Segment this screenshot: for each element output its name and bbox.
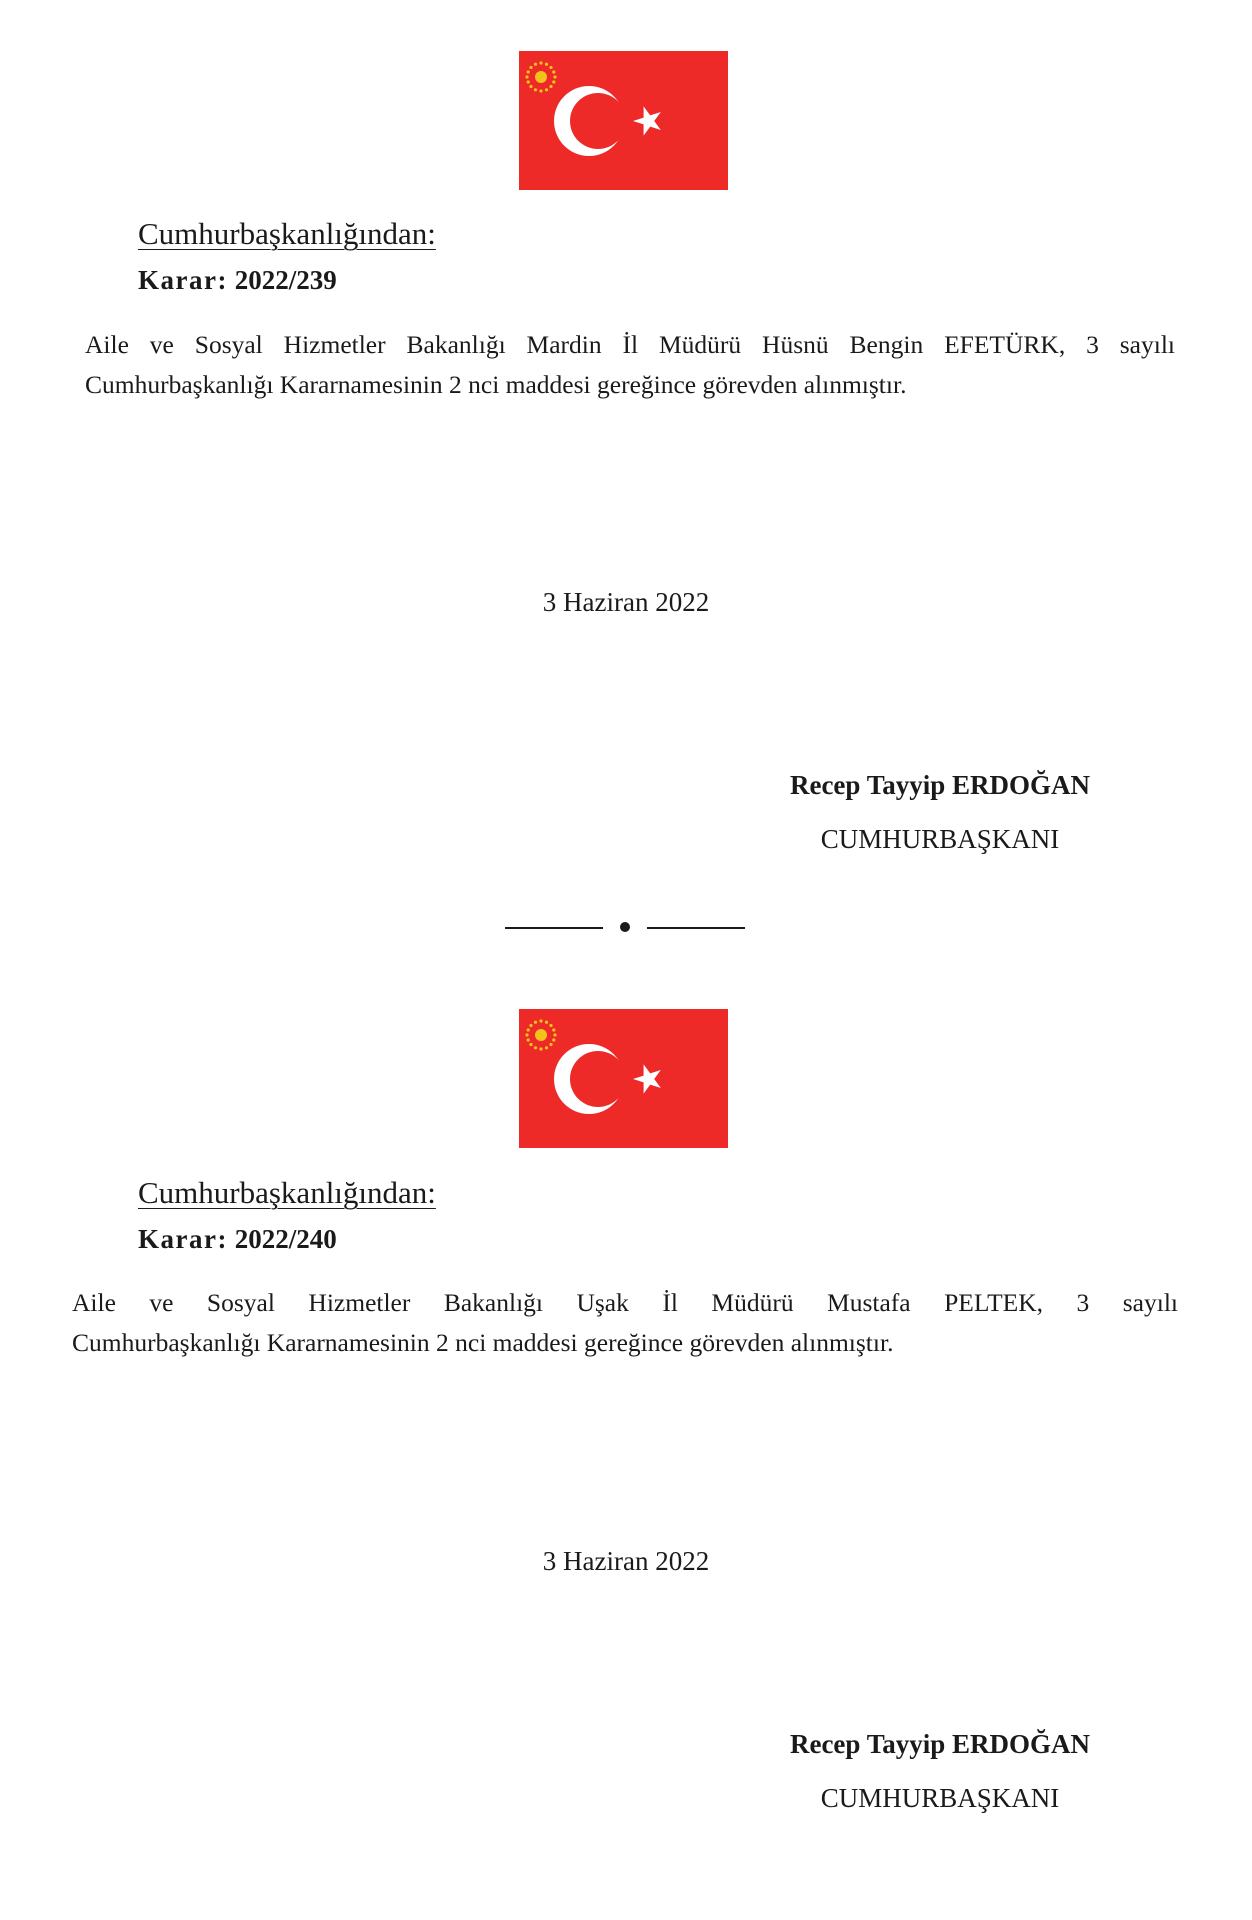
decision-value: 2022/240 (234, 1224, 337, 1254)
decision-number (138, 265, 337, 296)
turkish-presidential-flag-icon (519, 51, 728, 190)
decision-value: 2022/239 (234, 265, 337, 295)
decree-body-line: Cumhurbaşkanlığı Kararnamesinin 2 nci maddesi gereğince görevden alınmıştır. (72, 1328, 894, 1357)
section-separator-icon (505, 913, 745, 943)
decision-label: Karar: (138, 265, 228, 295)
signer-name: Recep Tayyip ERDOĞAN (789, 770, 1091, 800)
decree-date: 3 Haziran 2022 (542, 587, 710, 617)
decree-body-line: Aile ve Sosyal Hizmetler Bakanlığı Uşak İl Müdürü Mustafa PELTEK, 3 sayılı (72, 1288, 1178, 1317)
decree-body-line: Cumhurbaşkanlığı Kararnamesinin 2 nci maddesi gereğince görevden alınmıştır. (85, 370, 907, 399)
turkish-presidential-flag-icon (519, 1009, 728, 1148)
decree-body (72, 1283, 1178, 1363)
decree-body (85, 325, 1175, 405)
issuer-heading: Cumhurbaşkanlığından: (138, 216, 436, 251)
decision-number (138, 1224, 337, 1255)
signer-title: CUMHURBAŞKANI (820, 1783, 1060, 1813)
signer-name: Recep Tayyip ERDOĞAN (789, 1729, 1091, 1759)
signer-title: CUMHURBAŞKANI (820, 824, 1060, 854)
issuer-heading: Cumhurbaşkanlığından: (138, 1175, 436, 1210)
decree-date: 3 Haziran 2022 (542, 1546, 710, 1576)
decree-body-line: Aile ve Sosyal Hizmetler Bakanlığı Mardin İl Müdürü Hüsnü Bengin EFETÜRK, 3 sayılı (85, 330, 1175, 359)
decision-label: Karar: (138, 1224, 228, 1254)
